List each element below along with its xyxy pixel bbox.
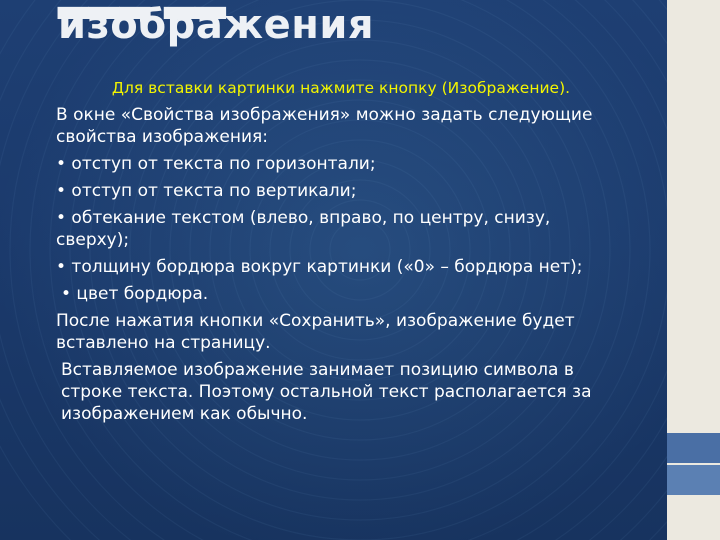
bullet-text-wrap: • обтекание текстом (влево, вправо, по центру, снизу, сверху); (56, 208, 551, 250)
paragraph-after-save: После нажатия кнопки «Сохранить», изображение будет вставлено на страницу. (56, 311, 575, 353)
bullet-horizontal-offset: • отступ от текста по горизонтали; (56, 154, 376, 174)
slide-body (56, 77, 626, 430)
side-accent-block-upper (667, 433, 720, 463)
side-accent-block-lower (667, 465, 720, 495)
intro-text: Для вставки картинки нажмите кнопку (Изображение). (111, 79, 571, 97)
paragraph-inline-image: Вставляемое изображение занимает позицию символа в строке текста. Поэтому остальной текст располагается за изображением как обычно. (61, 360, 592, 424)
bullet-border-color: • цвет бордюра. (61, 284, 209, 304)
bullet-vertical-offset: • отступ от текста по вертикали; (56, 181, 357, 201)
paragraph-properties-intro: В окне «Свойства изображения» можно задать следующие свойства изображения: (56, 105, 593, 147)
bullet-border-thickness: • толщину бордюра вокруг картинки («0» – бордюра нет); (56, 257, 583, 277)
slide-title: изображения (58, 2, 375, 48)
